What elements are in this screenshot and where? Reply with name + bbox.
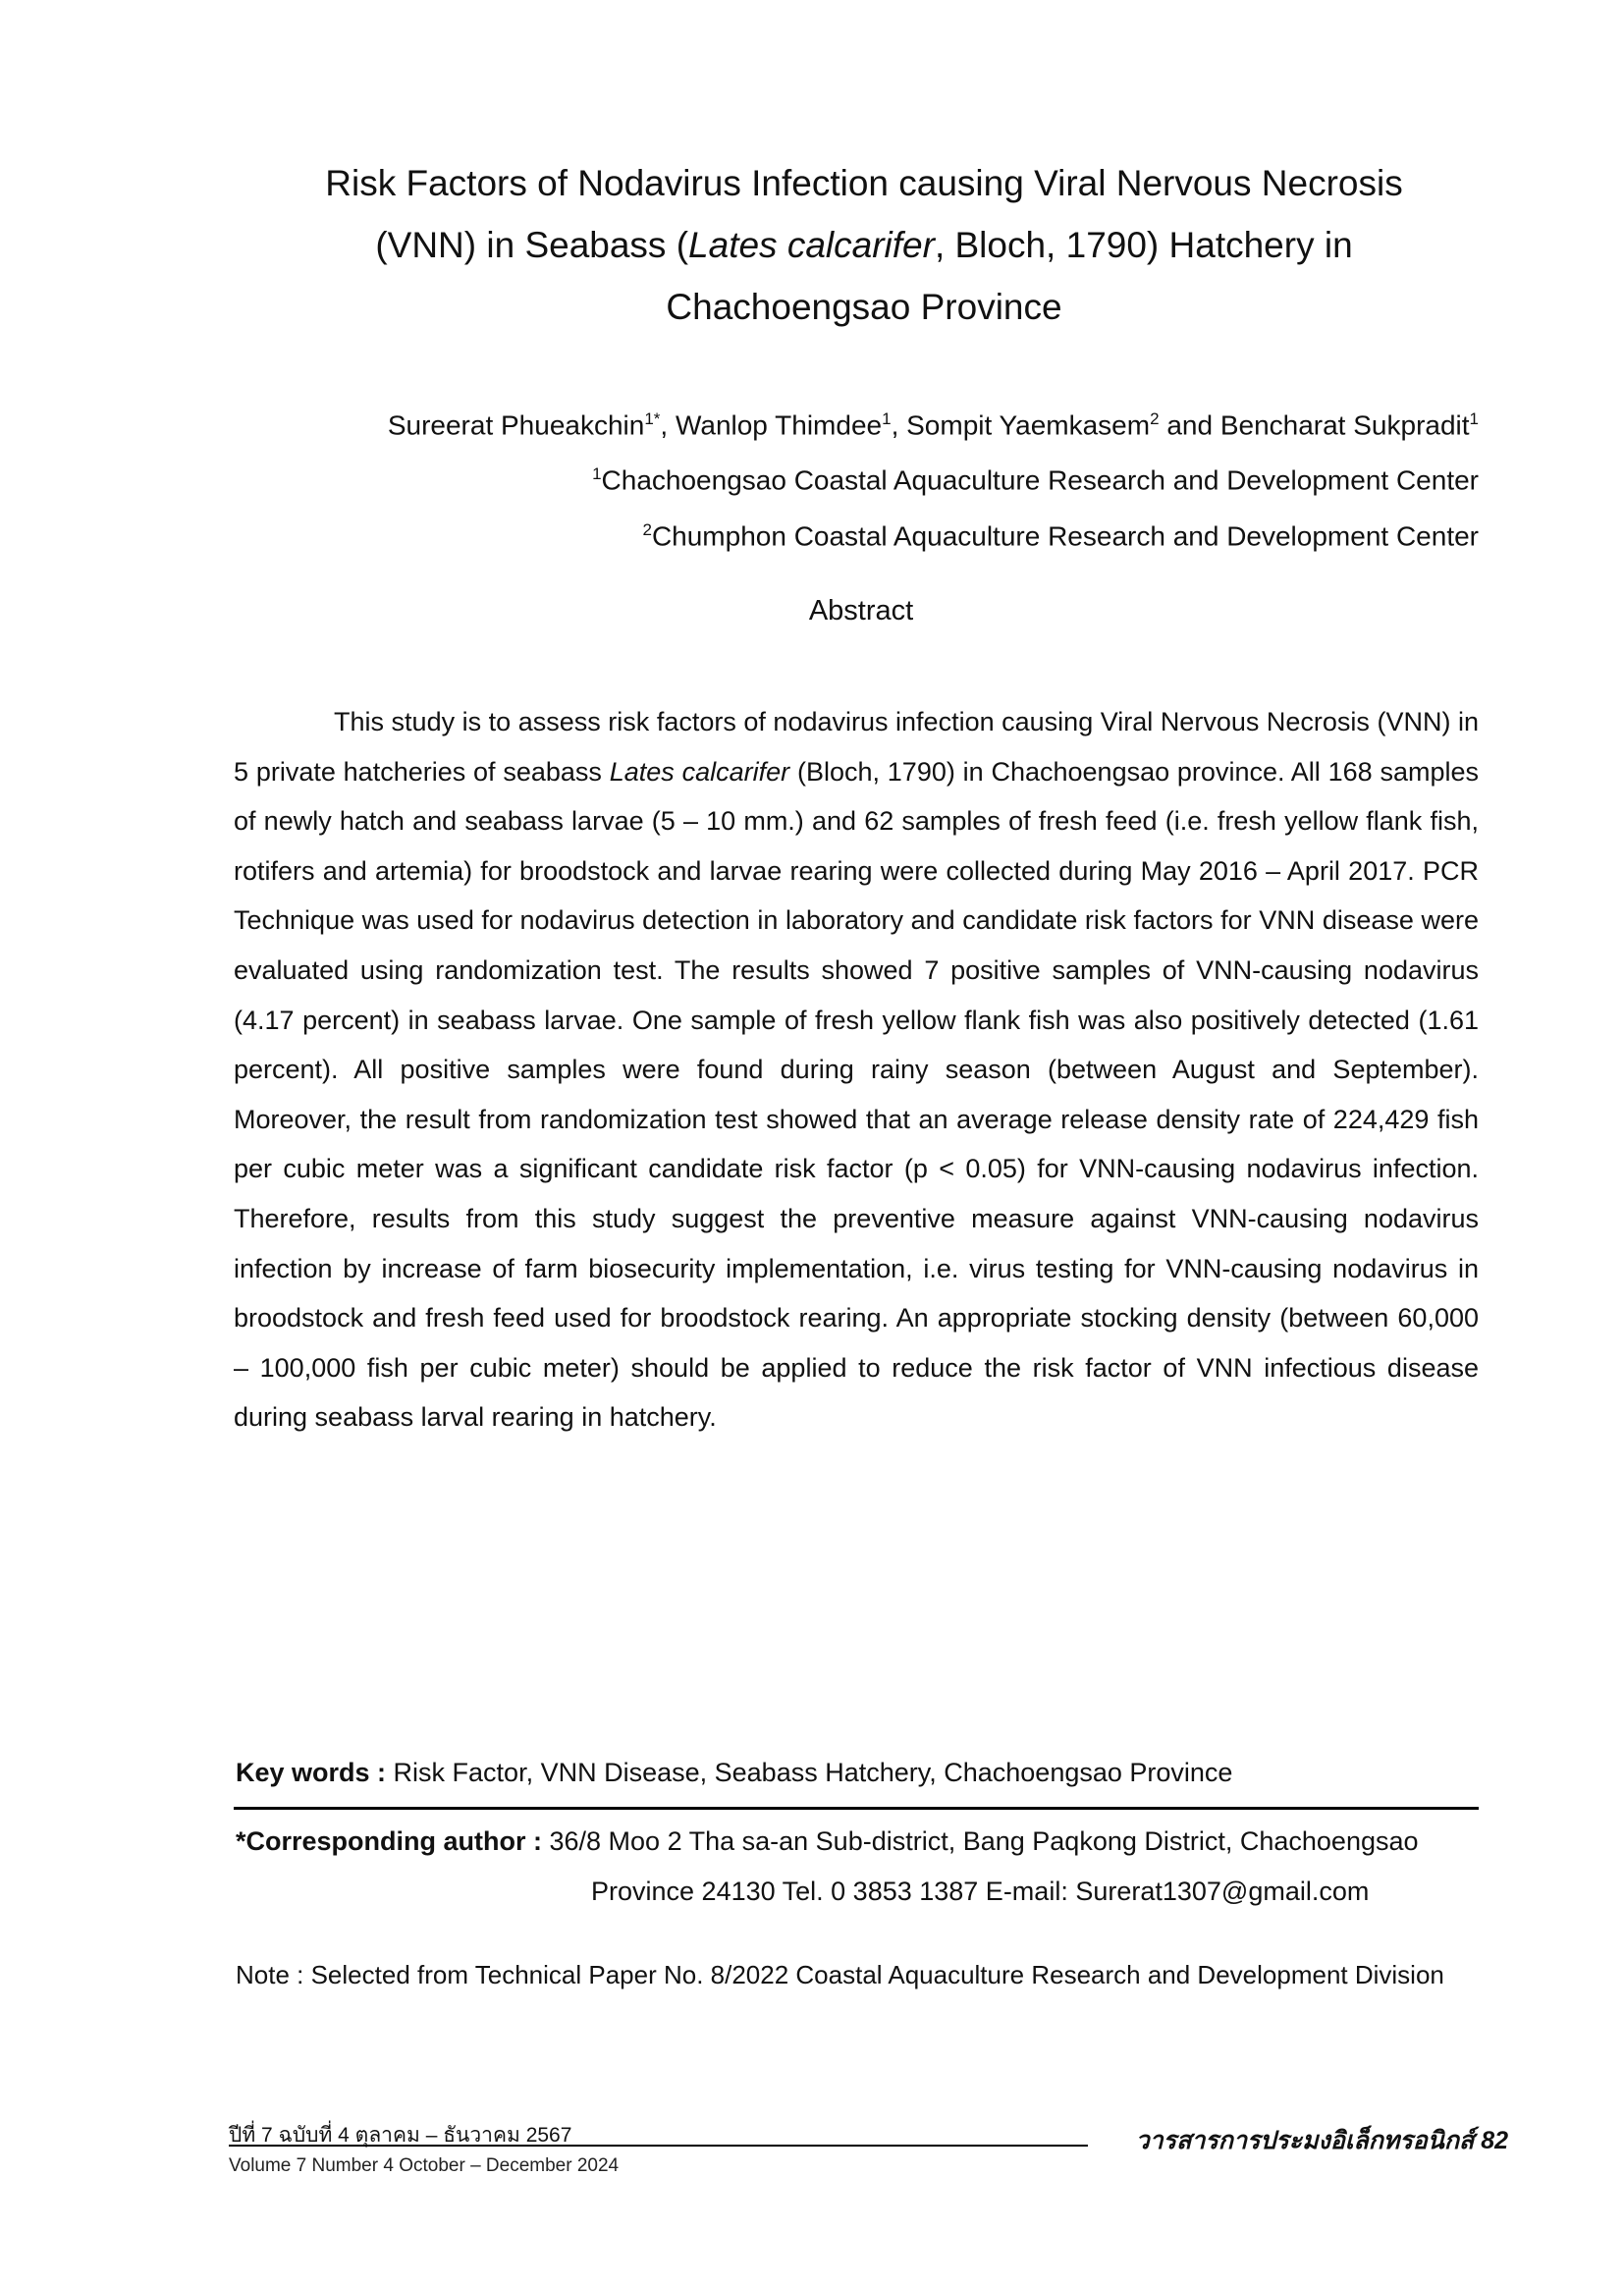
corresponding-line-2: Province 24130 Tel. 0 3853 1387 E-mail: Surerat1307@gmail.com — [591, 1877, 1370, 1906]
footer-journal-page: วารสารการประมงอิเล็กทรอนิกส์ 82 — [1135, 2127, 1508, 2154]
author-4-sup: 1 — [1469, 409, 1479, 428]
author-list — [388, 395, 1479, 450]
abstract-body — [234, 697, 1479, 1442]
footer-thai-issue: ปีที่ 7 ฉบับที่ 4 ตุลาคม – ธันวาคม 2567 — [229, 2124, 572, 2147]
corresponding-author — [236, 1817, 1483, 1917]
title-line-2 — [177, 214, 1551, 276]
author-block — [388, 395, 1479, 561]
footer-english-issue: Volume 7 Number 4 October – December 2024 — [229, 2155, 620, 2176]
author-1: Sureerat Phueakchin — [387, 409, 645, 441]
affiliation-1-sup: 1 — [592, 464, 602, 484]
title-line-2-pre: (VNN) in Seabass ( — [375, 225, 689, 265]
abstract-species-name: Lates calcarifer — [609, 756, 790, 787]
corresponding-divider — [234, 1807, 1479, 1810]
affiliation-1-text: Chachoengsao Coastal Aquaculture Research and Development Center — [601, 464, 1479, 496]
corresponding-label: *Corresponding author : — [236, 1826, 542, 1856]
author-1-sup: 1* — [644, 409, 661, 428]
title-line-3: Chachoengsao Province — [666, 287, 1062, 327]
title-line-1: Risk Factors of Nodavirus Infection causing Viral Nervous Necrosis — [325, 163, 1403, 203]
affiliation-2-text: Chumphon Coastal Aquaculture Research and Development Center — [651, 519, 1479, 551]
corresponding-line-1 — [236, 1817, 1483, 1867]
abstract-text-post: (Bloch, 1790) in Chachoengsao province. All 168 samples of newly hatch and seabass larvae (5 – 10 mm.) and 62 samples of fresh feed (i.e. fresh yellow flank fish, rotifers and artemia) for broodstock and larvae rearing were collected during May 2016 – April 2017. PCR Technique was used for nodavirus detection in laboratory and candidate risk factors for VNN disease were evaluated using randomization test. The results showed 7 positive samples of VNN-causing nodavirus (4.17 percent) in seabass larvae. One sample of fresh yellow flank fish was also positively detected (1.61 percent). All positive samples were found during rainy season (between August and September). Moreover, the result from randomization test showed that an average release density rate of 224,429 fish per cubic meter was a significant candidate risk factor (p < 0.05) for VNN-causing nodavirus infection. Therefore, results from this study suggest the preventive measure against VNN-causing nodavirus infection by increase of farm biosecurity implementation, i.e. virus testing for VNN-causing nodavirus in broodstock and fresh feed used for broodstock rearing. An appropriate stocking density (between 60,000 – 100,000 fish per cubic meter) should be applied to reduce the risk factor of VNN infectious disease during seabass larval rearing in hatchery. — [234, 756, 1479, 1433]
paper-title — [177, 152, 1551, 338]
keywords — [236, 1758, 1232, 1788]
affiliation-1 — [388, 450, 1479, 505]
abstract-paragraph — [234, 697, 1479, 1442]
note: Note : Selected from Technical Paper No. 8/2022 Coastal Aquaculture Research and Development Division — [236, 1960, 1444, 1989]
keywords-value: Risk Factor, VNN Disease, Seabass Hatchery, Chachoengsao Province — [386, 1758, 1233, 1787]
affiliation-2 — [388, 506, 1479, 561]
title-line-2-post: , Bloch, 1790) Hatchery in — [934, 225, 1353, 265]
title-species-name: Lates calcarifer — [688, 225, 935, 265]
footer-divider — [229, 2145, 1088, 2147]
author-4: and Bencharat Sukpradit — [1159, 409, 1470, 441]
affiliation-2-sup: 2 — [642, 519, 652, 539]
abstract-heading: Abstract — [808, 595, 914, 626]
author-2-sup: 1 — [882, 409, 892, 428]
author-3: , Sompit Yaemkasem — [891, 409, 1151, 441]
author-2: , Wanlop Thimdee — [660, 409, 883, 441]
keywords-label: Key words : — [236, 1758, 387, 1787]
author-3-sup: 2 — [1150, 409, 1160, 428]
abstract-text-pre: This study is to assess risk factors of nodavirus infection causing Viral Nervous Necrosis (VNN) in 5 private hatcheries of seabass — [234, 707, 1479, 787]
corresponding-address: 36/8 Moo 2 Tha sa-an Sub-district, Bang Paqkong District, Chachoengsao — [542, 1826, 1419, 1856]
